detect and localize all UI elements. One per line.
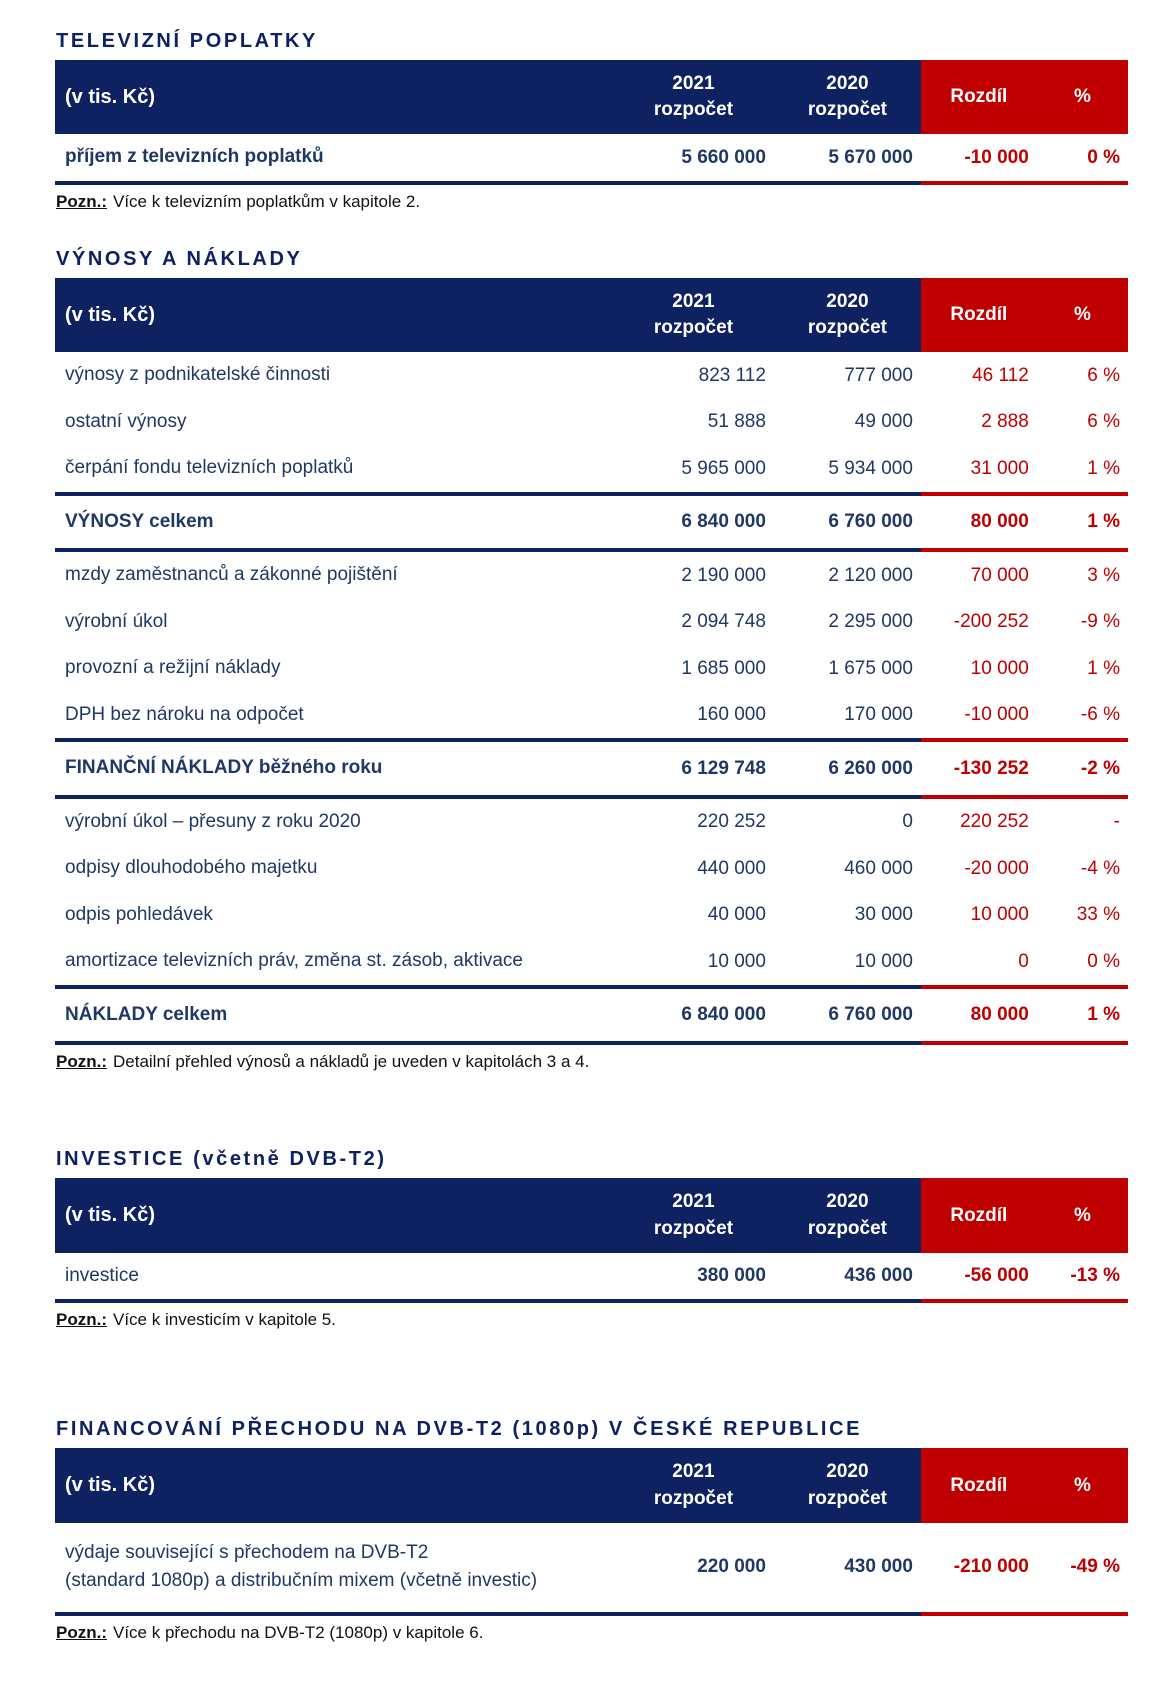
percent-value-cell: 0 % (1087, 950, 1120, 972)
row-label-line1: VÝNOSY celkem (65, 510, 214, 532)
note-text: Více k televizním poplatkům v kapitole 2. (113, 191, 421, 211)
row-label-line1: odpisy dlouhodobého majetku (65, 857, 318, 879)
row-label-line1: čerpání fondu televizních poplatků (65, 457, 354, 479)
percent-value-cell: -49 % (1037, 1523, 1128, 1614)
section-title: TELEVIZNÍ POPLATKY (56, 30, 318, 52)
row-label-cell (55, 987, 613, 1044)
value-2020-cell: 6 760 000 (774, 987, 921, 1044)
col-percent-header: % (1037, 1448, 1128, 1522)
year-2020-label: 2020 (826, 290, 869, 312)
budget-2021-label: rozpočet (653, 317, 734, 339)
row-label-cell (55, 645, 613, 692)
col-2021-header (613, 1448, 774, 1522)
row-label-line1: výnosy z podnikatelské činnosti (65, 364, 331, 386)
unit-header-cell: (v tis. Kč) (55, 1178, 613, 1252)
table-row (55, 134, 1128, 183)
section-title: FINANCOVÁNÍ PŘECHODU NA DVB-T2 (1080p) V ČESKÉ REPUBLICE (56, 1418, 863, 1441)
table-body (55, 1523, 1128, 1614)
table-row (55, 845, 1128, 892)
table-row (55, 550, 1128, 599)
table-body (55, 1253, 1128, 1302)
rozdil-value-cell: 80 000 (921, 494, 1037, 551)
row-label-line1: odpis pohledávek (65, 903, 213, 925)
row-label-cell (55, 938, 613, 987)
rozdil-value-cell: -200 252 (953, 611, 1029, 633)
year-2020-label: 2020 (826, 73, 869, 94)
col-2020-header (774, 278, 921, 352)
col-2020-header (774, 60, 921, 134)
year-2021-label: 2021 (672, 290, 715, 312)
budget-table (55, 1178, 1128, 1303)
col-rozdil-header: Rozdíl (921, 60, 1037, 134)
rozdil-value-cell: 220 252 (960, 811, 1029, 833)
note-label: Pozn.: (56, 1052, 107, 1072)
percent-value-cell: -4 % (1080, 857, 1120, 879)
rozdil-value-cell: 70 000 (970, 564, 1029, 586)
table-section-2 (55, 248, 1128, 1072)
rozdil-value-cell: -20 000 (964, 857, 1029, 879)
value-2021-cell: 6 129 748 (613, 740, 774, 797)
row-label-line1: provozní a režijní náklady (65, 657, 281, 679)
value-2020-cell: 5 670 000 (774, 134, 921, 183)
table-row (55, 1253, 1128, 1302)
percent-value-cell: 1 % (1037, 987, 1128, 1044)
rozdil-value-cell: 80 000 (921, 987, 1037, 1044)
value-2021-cell: 440 000 (697, 857, 766, 879)
value-2021-cell: 6 840 000 (613, 494, 774, 551)
row-label-cell (55, 692, 613, 741)
rozdil-value-cell: 31 000 (970, 457, 1029, 479)
value-2020-cell: 10 000 (854, 950, 913, 972)
rozdil-value-cell: -210 000 (921, 1523, 1037, 1614)
note-label: Pozn.: (56, 1310, 107, 1330)
value-2020-cell: 1 675 000 (828, 657, 913, 679)
percent-value-cell: 3 % (1087, 564, 1120, 586)
rozdil-value-cell: 0 (1018, 950, 1029, 972)
budget-2020-label: rozpočet (807, 1217, 887, 1239)
percent-value-cell: 0 % (1037, 134, 1128, 183)
row-label-cell (55, 399, 613, 446)
budget-2020-label: rozpočet (807, 99, 887, 121)
col-2020-header (774, 1178, 921, 1252)
col-2021-header (613, 278, 774, 352)
percent-value-cell: -6 % (1080, 704, 1120, 726)
percent-value-cell: -9 % (1080, 611, 1120, 633)
table-row (55, 599, 1128, 646)
row-label-cell (55, 550, 613, 599)
value-2020-cell: 430 000 (774, 1523, 921, 1614)
table-body (55, 134, 1128, 183)
value-2021-cell: 2 094 748 (681, 611, 766, 633)
row-label-cell (55, 494, 613, 551)
col-rozdil-header: Rozdíl (921, 278, 1037, 352)
budget-2020-label: rozpočet (807, 317, 887, 339)
table-body (55, 352, 1128, 1043)
unit-header-cell: (v tis. Kč) (55, 278, 613, 352)
year-2020-label: 2020 (826, 1461, 869, 1483)
percent-value-cell: 1 % (1087, 457, 1120, 479)
value-2020-cell: 6 260 000 (774, 740, 921, 797)
percent-value-cell: 1 % (1037, 494, 1128, 551)
row-label-cell (55, 599, 613, 646)
note-text: Více k přechodu na DVB-T2 (1080p) v kapitole 6. (113, 1622, 484, 1642)
rozdil-value-cell: -56 000 (921, 1253, 1037, 1302)
section-title: INVESTICE (včetně DVB-T2) (56, 1148, 387, 1171)
row-label-line1: FINANČNÍ NÁKLADY běžného roku (65, 757, 383, 779)
table-note (56, 1052, 1128, 1072)
row-label-cell (55, 445, 613, 494)
table-section-3 (55, 1148, 1128, 1330)
value-2020-cell: 436 000 (774, 1253, 921, 1302)
row-label-cell (55, 797, 613, 846)
row-label-line1: amortizace televizních práv, změna st. zásob, aktivace (65, 950, 523, 972)
budget-2021-label: rozpočet (653, 1217, 734, 1239)
value-2020-cell: 2 295 000 (828, 611, 913, 633)
budget-table (55, 278, 1128, 1045)
budget-2021-label: rozpočet (653, 99, 734, 121)
row-label-cell (55, 845, 613, 892)
table-note (56, 1623, 1128, 1643)
col-2020-header (774, 1448, 921, 1522)
percent-value-cell: 33 % (1076, 904, 1120, 926)
value-2021-cell: 5 660 000 (613, 134, 774, 183)
value-2021-cell: 6 840 000 (613, 987, 774, 1044)
row-label-cell (55, 1523, 613, 1614)
percent-value-cell: -13 % (1037, 1253, 1128, 1302)
budget-table (55, 1448, 1128, 1615)
row-label-line1: DPH bez nároku na odpočet (65, 703, 304, 725)
value-2020-cell: 6 760 000 (774, 494, 921, 551)
note-text: Více k investicím v kapitole 5. (113, 1310, 336, 1330)
year-2021-label: 2021 (672, 1461, 715, 1483)
row-label-line1: výdaje související s přechodem na DVB-T2 (65, 1541, 429, 1563)
table-header-row (55, 278, 1128, 352)
col-percent-header: % (1037, 278, 1128, 352)
table-section-4 (55, 1418, 1128, 1642)
value-2021-cell: 160 000 (697, 704, 766, 726)
value-2021-cell: 2 190 000 (681, 564, 766, 586)
unit-header-cell: (v tis. Kč) (55, 1448, 613, 1522)
rozdil-value-cell: 10 000 (970, 657, 1029, 679)
row-label-cell (55, 892, 613, 939)
row-label-line1: výrobní úkol (65, 610, 168, 632)
percent-value-cell: - (1113, 811, 1120, 833)
rozdil-value-cell: -130 252 (921, 740, 1037, 797)
table-row (55, 399, 1128, 446)
value-2021-cell: 40 000 (707, 904, 766, 926)
table-row (55, 987, 1128, 1044)
col-rozdil-header: Rozdíl (921, 1178, 1037, 1252)
table-row (55, 692, 1128, 741)
col-percent-header: % (1037, 1178, 1128, 1252)
value-2020-cell: 777 000 (844, 364, 913, 386)
percent-value-cell: 6 % (1087, 364, 1120, 386)
value-2021-cell: 823 112 (698, 364, 766, 386)
col-percent-header: % (1037, 60, 1128, 134)
col-2021-header (613, 1178, 774, 1252)
value-2021-cell: 51 888 (707, 411, 766, 433)
value-2021-cell: 5 965 000 (681, 457, 766, 479)
rozdil-value-cell: 10 000 (970, 904, 1029, 926)
table-row (55, 892, 1128, 939)
percent-value-cell: 1 % (1087, 657, 1120, 679)
value-2021-cell: 1 685 000 (681, 657, 766, 679)
row-label-line1: investice (65, 1264, 139, 1286)
table-row (55, 740, 1128, 797)
rozdil-value-cell: -10 000 (921, 134, 1037, 183)
row-label-line1: mzdy zaměstnanců a zákonné pojištění (65, 564, 398, 586)
year-2020-label: 2020 (826, 1191, 869, 1213)
rozdil-value-cell: -10 000 (964, 704, 1029, 726)
row-label-line2: (standard 1080p) a distribučním mixem (včetně investic) (65, 1570, 538, 1592)
table-header-row (55, 1178, 1128, 1252)
table-header-row (55, 1448, 1128, 1522)
budget-2020-label: rozpočet (807, 1487, 887, 1509)
percent-value-cell: -2 % (1037, 740, 1128, 797)
value-2020-cell: 0 (902, 811, 913, 833)
note-label: Pozn.: (56, 1622, 107, 1642)
table-note (56, 1310, 1128, 1330)
table-row (55, 445, 1128, 494)
value-2020-cell: 5 934 000 (828, 457, 913, 479)
value-2020-cell: 170 000 (844, 704, 913, 726)
value-2021-cell: 380 000 (613, 1253, 774, 1302)
col-rozdil-header: Rozdíl (921, 1448, 1037, 1522)
value-2020-cell: 30 000 (854, 904, 913, 926)
row-label-cell (55, 1253, 613, 1302)
year-2021-label: 2021 (672, 1191, 715, 1213)
value-2021-cell: 220 252 (697, 811, 766, 833)
value-2021-cell: 10 000 (707, 950, 766, 972)
row-label-line1: NÁKLADY celkem (65, 1003, 228, 1025)
row-label-line1: ostatní výnosy (65, 410, 187, 432)
budget-document (55, 30, 1128, 1643)
year-2021-label: 2021 (672, 73, 715, 94)
table-row (55, 645, 1128, 692)
note-label: Pozn.: (56, 191, 107, 211)
table-row (55, 494, 1128, 551)
row-label-line1: příjem z televizních poplatků (65, 146, 324, 168)
row-label-cell (55, 352, 613, 399)
table-section-1 (55, 30, 1128, 212)
table-row (55, 352, 1128, 399)
budget-2021-label: rozpočet (653, 1487, 734, 1509)
row-label-cell (55, 134, 613, 183)
note-text: Detailní přehled výnosů a nákladů je uveden v kapitolách 3 a 4. (113, 1052, 590, 1072)
table-header-row (55, 60, 1128, 134)
table-row (55, 938, 1128, 987)
rozdil-value-cell: 2 888 (981, 411, 1029, 433)
col-2021-header (613, 60, 774, 134)
table-row (55, 1523, 1128, 1614)
unit-header-cell: (v tis. Kč) (55, 60, 613, 134)
row-label-line1: výrobní úkol – přesuny z roku 2020 (65, 810, 361, 832)
row-label-cell (55, 740, 613, 797)
budget-table (55, 60, 1128, 185)
value-2020-cell: 2 120 000 (828, 564, 913, 586)
rozdil-value-cell: 46 112 (972, 364, 1029, 386)
value-2021-cell: 220 000 (613, 1523, 774, 1614)
percent-value-cell: 6 % (1087, 411, 1120, 433)
value-2020-cell: 460 000 (844, 857, 913, 879)
value-2020-cell: 49 000 (854, 411, 913, 433)
table-row (55, 797, 1128, 846)
section-title: VÝNOSY A NÁKLADY (56, 247, 303, 270)
table-note (56, 192, 1128, 212)
